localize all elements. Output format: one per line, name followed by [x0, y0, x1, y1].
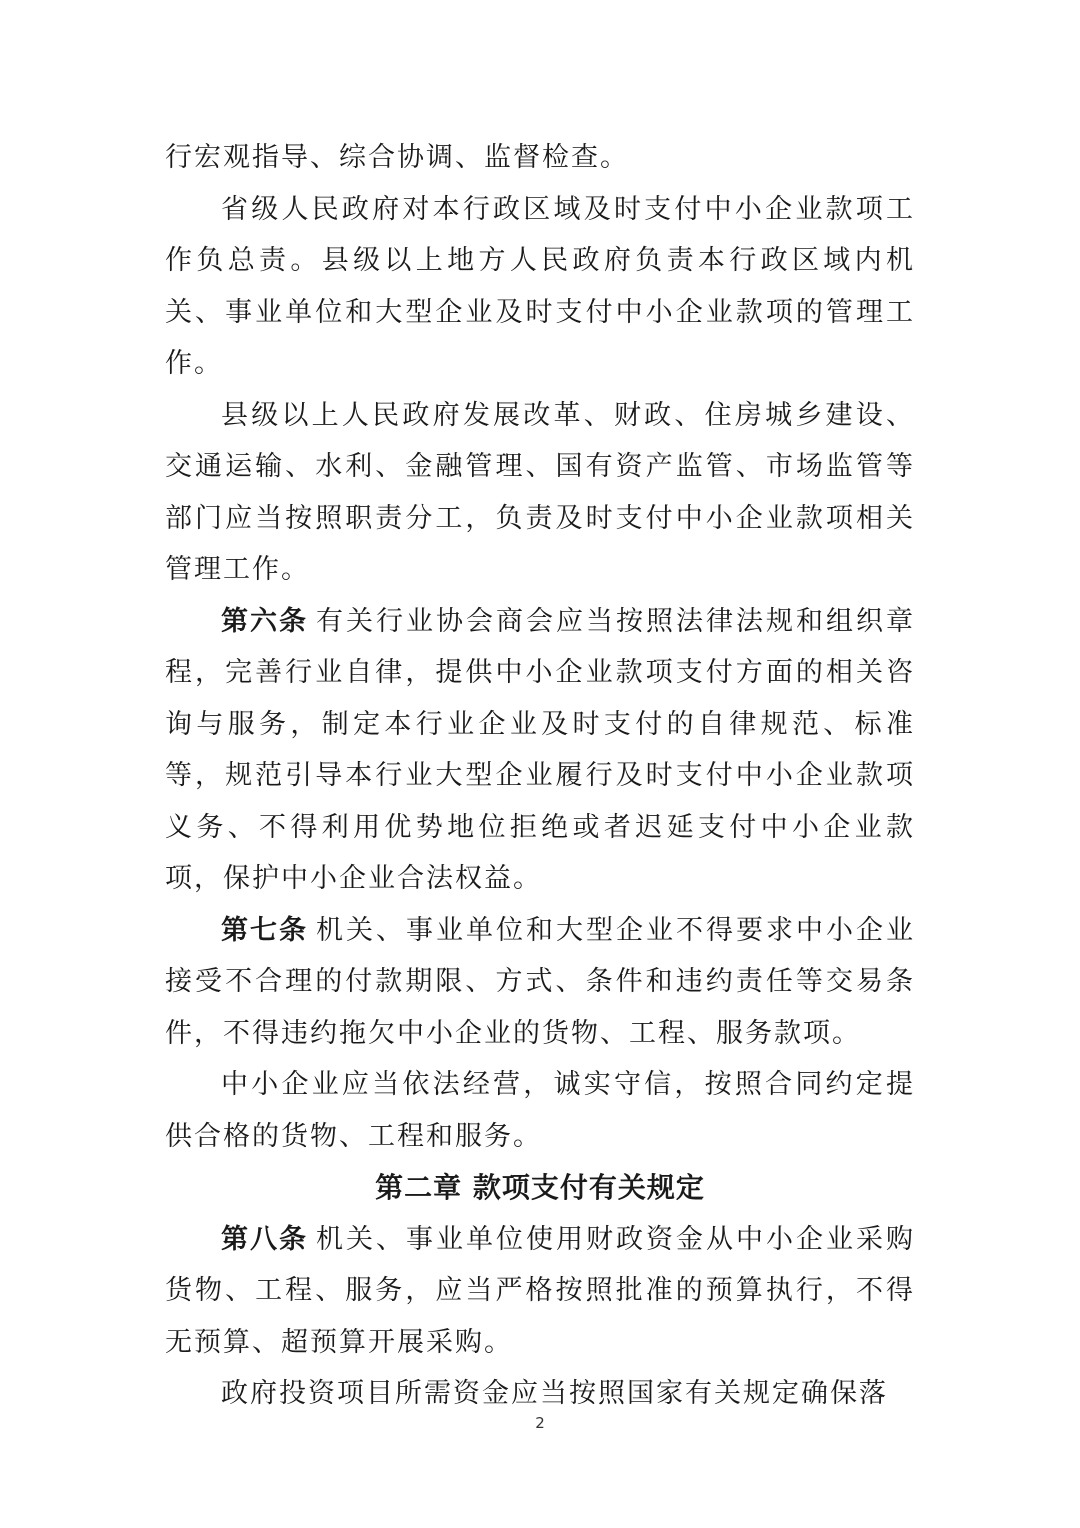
paragraph-text: 政府投资项目所需资金应当按照国家有关规定确保落	[221, 1378, 888, 1409]
article-6	[165, 596, 915, 905]
article-text: 机关、事业单位使用财政资金从中小企业采购货物、工程、服务，应当严格按照批准的预算执行，不得无预算、超预算开展采购。	[165, 1223, 915, 1358]
paragraph-7	[165, 1059, 915, 1162]
article-8	[165, 1214, 915, 1369]
article-text: 机关、事业单位和大型企业不得要求中小企业接受不合理的付款期限、方式、条件和违约责任等交易条件，不得违约拖欠中小企业的货物、工程、服务款项。	[165, 914, 915, 1049]
article-heading: 第七条	[221, 914, 308, 946]
paragraph-1	[165, 132, 915, 184]
paragraph-text: 县级以上人民政府发展改革、财政、住房城乡建设、交通运输、水利、金融管理、国有资产监管、市场监管等部门应当按照职责分工，负责及时支付中小企业款项相关管理工作。	[165, 399, 915, 585]
body-text	[165, 132, 915, 1420]
article-7	[165, 905, 915, 1060]
article-heading: 第六条	[221, 605, 308, 637]
page-number: 2	[535, 1414, 545, 1432]
article-heading: 第八条	[221, 1223, 308, 1255]
paragraph-2	[165, 184, 915, 390]
chapter-title: 第二章 款项支付有关规定	[375, 1171, 705, 1204]
paragraph-3	[165, 390, 915, 596]
article-text: 有关行业协会商会应当按照法律法规和组织章程，完善行业自律，提供中小企业款项支付方面的相关咨询与服务，制定本行业企业及时支付的自律规范、标准等，规范引导本行业大型企业履行及时支付中小企业款项义务、不得利用优势地位拒绝或者迟延支付中小企业款项，保护中小企业合法权益。	[165, 605, 915, 894]
paragraph-text: 行宏观指导、综合协调、监督检查。	[165, 142, 629, 173]
paragraph-9	[165, 1368, 915, 1420]
paragraph-text: 中小企业应当依法经营，诚实守信，按照合同约定提供合格的货物、工程和服务。	[165, 1069, 915, 1152]
paragraph-text: 省级人民政府对本行政区域及时支付中小企业款项工作负总责。县级以上地方人民政府负责本行政区域内机关、事业单位和大型企业及时支付中小企业款项的管理工作。	[165, 193, 915, 379]
